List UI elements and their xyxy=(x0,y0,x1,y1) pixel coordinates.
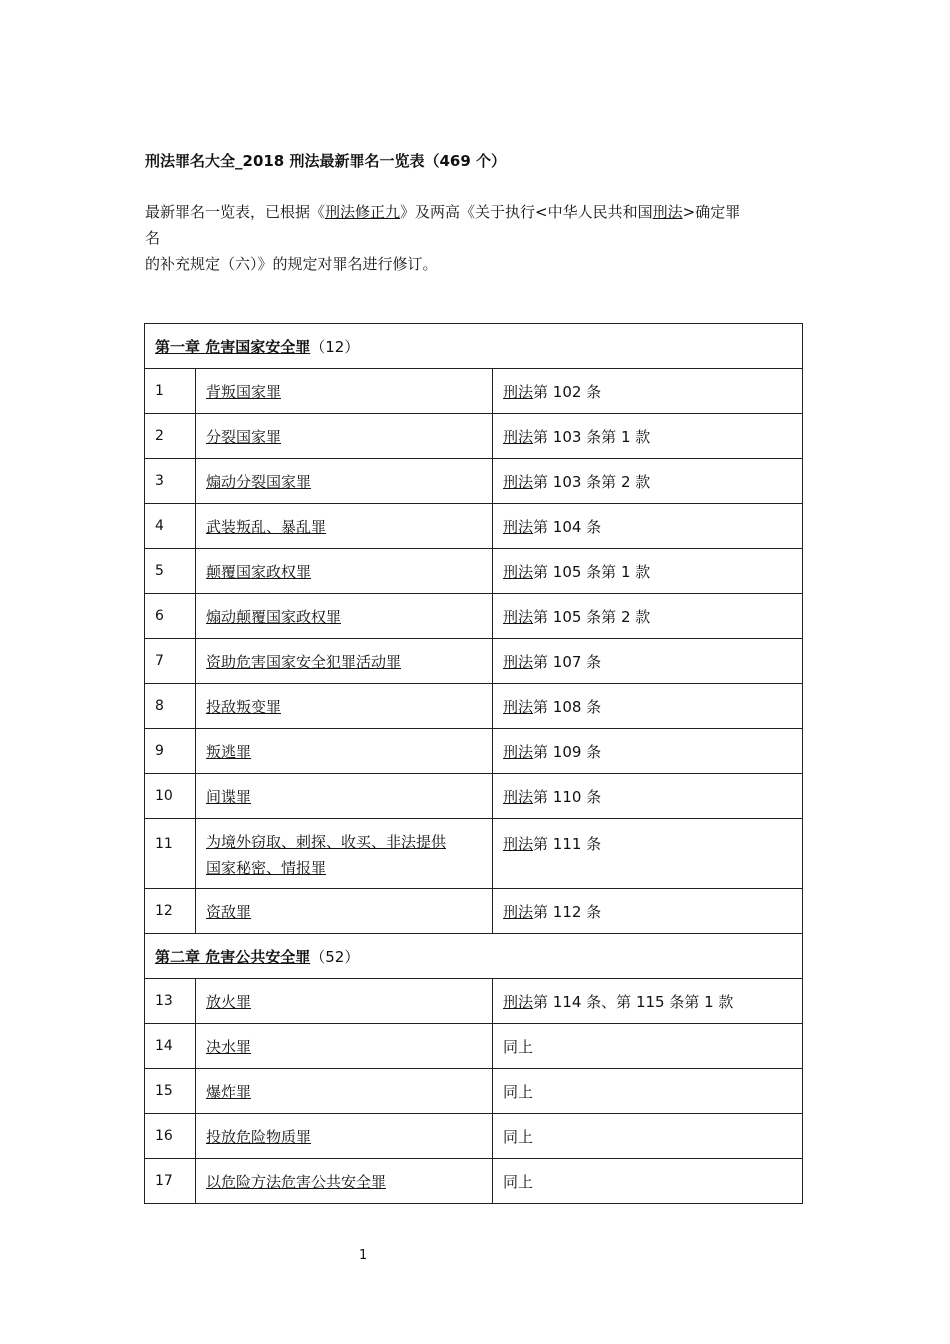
law-link[interactable]: 刑法 xyxy=(503,742,534,761)
crime-name-cell xyxy=(196,774,493,819)
article-cell xyxy=(493,729,803,774)
crime-name-cell xyxy=(196,729,493,774)
crime-name-link[interactable]: 投敌叛变罪 xyxy=(206,697,282,716)
article-text: 第 111 条 xyxy=(533,835,602,853)
chapter-header-row xyxy=(145,934,803,979)
crime-name-cell xyxy=(196,594,493,639)
table-row xyxy=(145,639,803,684)
law-link[interactable]: 刑法 xyxy=(503,835,534,853)
chapter-header xyxy=(145,934,803,979)
crime-name-cell xyxy=(196,459,493,504)
intro-text: 》及两高《关于执行<中华人民共和国 xyxy=(400,203,653,221)
crime-name-link[interactable]: 背叛国家罪 xyxy=(206,382,282,401)
crime-name-link[interactable]: 资敌罪 xyxy=(206,902,252,921)
row-number: 5 xyxy=(145,549,196,594)
law-link[interactable]: 刑法 xyxy=(503,697,534,716)
crime-name-link[interactable]: 爆炸罪 xyxy=(206,1082,252,1101)
law-link[interactable]: 刑法 xyxy=(503,517,534,536)
law-link[interactable]: 刑法 xyxy=(503,382,534,401)
article-text: 第 114 条、第 115 条第 1 款 xyxy=(533,992,734,1011)
law-link[interactable]: 刑法 xyxy=(503,562,534,581)
law-link[interactable]: 刑法 xyxy=(503,427,534,446)
crime-name-cell xyxy=(196,504,493,549)
row-number: 11 xyxy=(145,819,196,889)
crime-name-link[interactable]: 煽动颠覆国家政权罪 xyxy=(206,607,342,626)
row-number: 6 xyxy=(145,594,196,639)
article-text: 第 102 条 xyxy=(533,382,602,401)
article-cell xyxy=(493,684,803,729)
table-row xyxy=(145,504,803,549)
article-text: 第 107 条 xyxy=(533,652,602,671)
article-text: 第 103 条第 2 款 xyxy=(533,472,651,491)
link-xingfa[interactable]: 刑法 xyxy=(652,203,683,221)
article-cell xyxy=(493,414,803,459)
row-number: 2 xyxy=(145,414,196,459)
chapter-title[interactable]: 第二章 危害公共安全罪 xyxy=(155,947,311,966)
row-number: 1 xyxy=(145,369,196,414)
row-number: 3 xyxy=(145,459,196,504)
table-row xyxy=(145,1114,803,1159)
article-cell xyxy=(493,549,803,594)
article-cell xyxy=(493,774,803,819)
table-row xyxy=(145,1069,803,1114)
crime-name-link[interactable]: 间谍罪 xyxy=(206,787,252,806)
row-number: 13 xyxy=(145,979,196,1024)
link-xingfa-xiuzheng[interactable]: 刑法修正九 xyxy=(325,203,401,221)
article-text: 第 105 条第 1 款 xyxy=(533,562,651,581)
table-row xyxy=(145,774,803,819)
crime-name-link[interactable]: 投放危险物质罪 xyxy=(206,1127,312,1146)
crime-name-link[interactable]: 煽动分裂国家罪 xyxy=(206,472,312,491)
crime-name-cell xyxy=(196,889,493,934)
law-link[interactable]: 刑法 xyxy=(503,607,534,626)
article-cell xyxy=(493,639,803,684)
crime-name-link[interactable]: 放火罪 xyxy=(206,992,252,1011)
article-cell xyxy=(493,819,803,889)
table-row xyxy=(145,1159,803,1204)
crime-name-link[interactable]: 以危险方法危害公共安全罪 xyxy=(206,1172,387,1191)
chapter-count: （52） xyxy=(310,947,360,966)
crime-name-link[interactable]: 决水罪 xyxy=(206,1037,252,1056)
row-number: 14 xyxy=(145,1024,196,1069)
row-number: 17 xyxy=(145,1159,196,1204)
article-cell xyxy=(493,889,803,934)
row-number: 7 xyxy=(145,639,196,684)
intro-line-2: 名 xyxy=(145,229,161,247)
article-cell: 同上 xyxy=(493,1114,803,1159)
article-cell xyxy=(493,369,803,414)
crime-name-link[interactable]: 国家秘密、情报罪 xyxy=(206,859,327,877)
intro-line-3: 的补充规定（六）》的规定对罪名进行修订。 xyxy=(145,255,438,273)
crime-name-cell xyxy=(196,1024,493,1069)
crime-name-link[interactable]: 武装叛乱、暴乱罪 xyxy=(206,517,327,536)
table-row xyxy=(145,1024,803,1069)
chapter-header-row xyxy=(145,324,803,369)
article-cell xyxy=(493,594,803,639)
intro-text: >确定罪 xyxy=(682,203,741,221)
chapter-title[interactable]: 第一章 危害国家安全罪 xyxy=(155,337,311,356)
row-number: 8 xyxy=(145,684,196,729)
crime-name-link[interactable]: 颠覆国家政权罪 xyxy=(206,562,312,581)
crime-name-cell xyxy=(196,369,493,414)
intro-text: 最新罪名一览表，已根据《 xyxy=(145,203,326,221)
table-row xyxy=(145,369,803,414)
law-link[interactable]: 刑法 xyxy=(503,902,534,921)
crime-name-link[interactable]: 叛逃罪 xyxy=(206,742,252,761)
table-row xyxy=(145,729,803,774)
document-title: 刑法罪名大全_2018 刑法最新罪名一览表（469 个） xyxy=(145,152,507,170)
chapter-count: （12） xyxy=(310,337,360,356)
article-cell: 同上 xyxy=(493,1024,803,1069)
crimes-table xyxy=(144,323,803,1204)
crime-name-cell xyxy=(196,819,493,889)
article-cell xyxy=(493,979,803,1024)
law-link[interactable]: 刑法 xyxy=(503,992,534,1011)
article-text: 第 104 条 xyxy=(533,517,602,536)
row-number: 9 xyxy=(145,729,196,774)
row-number: 4 xyxy=(145,504,196,549)
crime-name-link[interactable]: 资助危害国家安全犯罪活动罪 xyxy=(206,652,402,671)
crime-name-cell xyxy=(196,549,493,594)
crime-name-link[interactable]: 分裂国家罪 xyxy=(206,427,282,446)
article-cell: 同上 xyxy=(493,1159,803,1204)
page-number: 1 xyxy=(359,1248,368,1263)
crime-name-cell xyxy=(196,1069,493,1114)
article-text: 第 112 条 xyxy=(533,902,602,921)
table-row xyxy=(145,819,803,889)
article-cell: 同上 xyxy=(493,1069,803,1114)
crime-name-link[interactable]: 为境外窃取、刺探、收买、非法提供 xyxy=(206,833,447,851)
table-row xyxy=(145,979,803,1024)
crime-name-cell xyxy=(196,1159,493,1204)
article-text: 第 110 条 xyxy=(533,787,602,806)
law-link[interactable]: 刑法 xyxy=(503,787,534,806)
table-row xyxy=(145,684,803,729)
table-row xyxy=(145,549,803,594)
article-text: 第 108 条 xyxy=(533,697,602,716)
table-row xyxy=(145,889,803,934)
chapter-header xyxy=(145,324,803,369)
article-text: 第 109 条 xyxy=(533,742,602,761)
law-link[interactable]: 刑法 xyxy=(503,472,534,491)
row-number: 12 xyxy=(145,889,196,934)
crime-name-cell xyxy=(196,684,493,729)
crime-name-cell xyxy=(196,639,493,684)
table-row xyxy=(145,594,803,639)
row-number: 10 xyxy=(145,774,196,819)
crime-name-cell xyxy=(196,979,493,1024)
table-row xyxy=(145,414,803,459)
crime-name-cell xyxy=(196,1114,493,1159)
article-text: 第 103 条第 1 款 xyxy=(533,427,651,446)
row-number: 16 xyxy=(145,1114,196,1159)
article-cell xyxy=(493,504,803,549)
law-link[interactable]: 刑法 xyxy=(503,652,534,671)
crime-name-cell xyxy=(196,414,493,459)
intro-paragraph xyxy=(145,199,815,277)
article-cell xyxy=(493,459,803,504)
table-row xyxy=(145,459,803,504)
article-text: 第 105 条第 2 款 xyxy=(533,607,651,626)
row-number: 15 xyxy=(145,1069,196,1114)
